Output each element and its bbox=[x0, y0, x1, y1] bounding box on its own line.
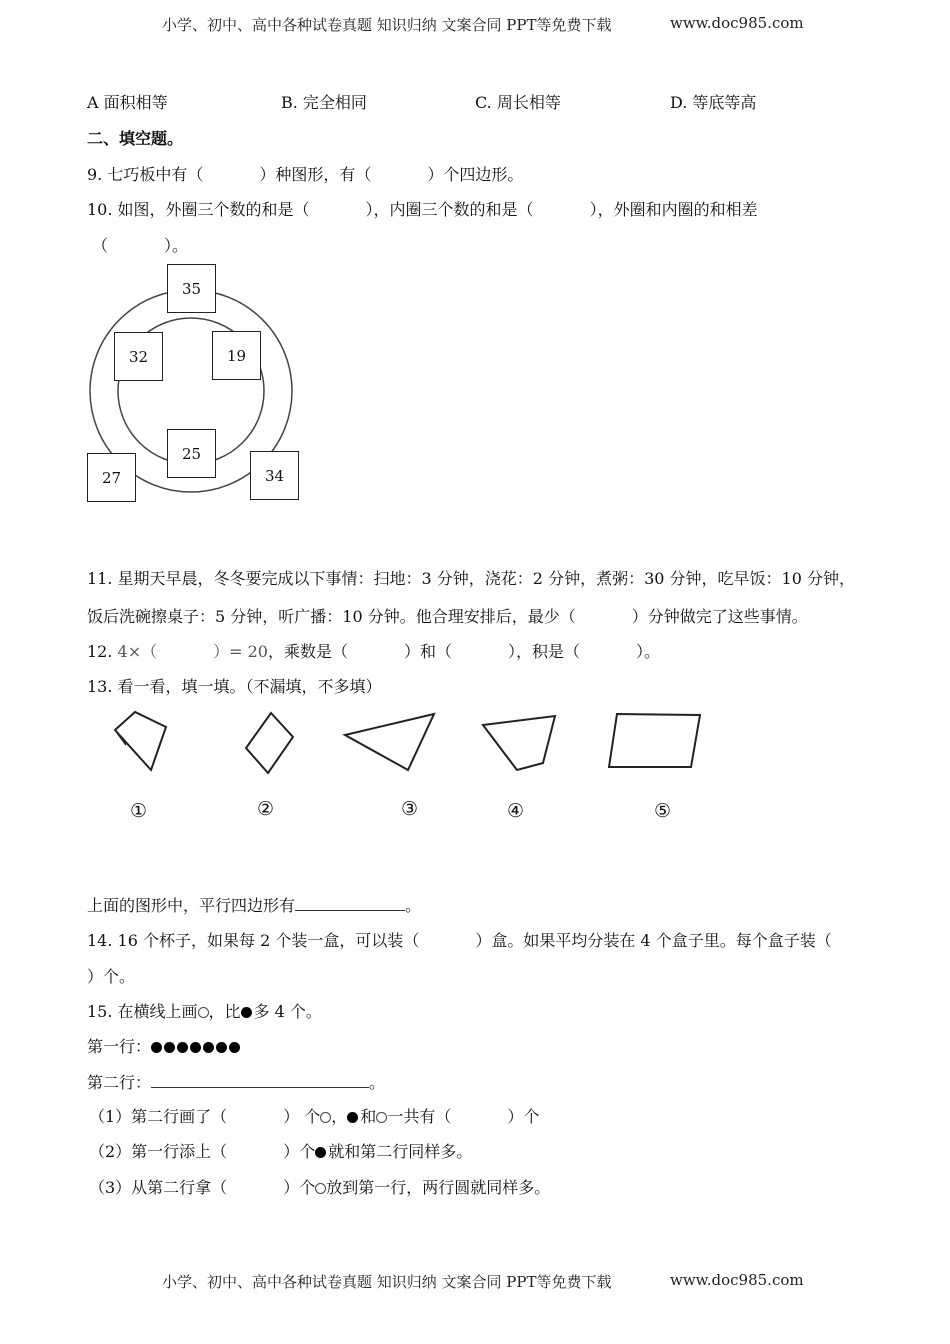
option-d: D. 等底等高 bbox=[670, 93, 757, 112]
s3-text-b: ）个 bbox=[283, 1178, 316, 1197]
solid-circle-icon bbox=[177, 1042, 188, 1053]
s2-text-a: （2）第一行添上（ bbox=[89, 1142, 228, 1161]
number-box-outer-left: 27 bbox=[87, 453, 136, 502]
q10-text-4: （ bbox=[92, 236, 109, 255]
q12-text-2: 4×（ bbox=[117, 642, 158, 661]
footer-left: 小学、初中、高中各种试卷真题 知识归纳 文案合同 PPT等免费下载 bbox=[162, 1273, 612, 1291]
question-12 bbox=[87, 639, 660, 662]
question-10-cont bbox=[92, 233, 188, 256]
shape-label-5: ⑤ bbox=[654, 800, 672, 822]
s2-text-b: ）个 bbox=[283, 1142, 316, 1161]
number-box-outer-right: 34 bbox=[250, 451, 299, 500]
s1-text-f: ）个 bbox=[507, 1107, 540, 1126]
s2-text-c: 就和第二行同样多。 bbox=[328, 1142, 473, 1161]
q12-text-5: ）和（ bbox=[404, 642, 453, 661]
hollow-circle-icon bbox=[315, 1183, 326, 1194]
section-title: 二、填空题。 bbox=[87, 129, 184, 148]
q10-text-1: 10. 如图，外圈三个数的和是（ bbox=[87, 200, 310, 219]
solid-circle-icon bbox=[229, 1042, 240, 1053]
shape-label-2: ② bbox=[257, 798, 275, 820]
shapes-figure bbox=[100, 705, 720, 785]
footer-url: www.doc985.com bbox=[670, 1271, 804, 1289]
q10-text-3: ），外圈和内圈的和相差 bbox=[589, 200, 758, 219]
question-15-sub2 bbox=[89, 1139, 472, 1162]
hollow-circle-icon bbox=[320, 1112, 331, 1123]
shape-4-trapezoid bbox=[483, 716, 555, 770]
q12-text-3: ）= 20 bbox=[213, 642, 268, 661]
question-10 bbox=[87, 197, 758, 220]
solid-circle-icon bbox=[216, 1042, 227, 1053]
q9-text-3: ）个四边形。 bbox=[427, 165, 524, 184]
q14-text-a: 14. 16 个杯子，如果每 2 个装一盒，可以装（ bbox=[87, 931, 420, 950]
q15-text-b: ，比 bbox=[208, 1002, 241, 1021]
q12-num: 12. bbox=[87, 642, 118, 661]
solid-circle-icon bbox=[315, 1147, 326, 1158]
question-9 bbox=[87, 162, 523, 185]
shape-2-parallelogram bbox=[246, 713, 293, 773]
solid-circle-icon bbox=[241, 1007, 252, 1018]
shape-3-triangle bbox=[345, 714, 434, 770]
header-left: 小学、初中、高中各种试卷真题 知识归纳 文案合同 PPT等免费下载 bbox=[162, 16, 612, 34]
s1-text-a: （1）第二行画了（ bbox=[89, 1107, 228, 1126]
row2-end: 。 bbox=[369, 1073, 386, 1092]
s3-text-a: （3）从第二行拿（ bbox=[89, 1178, 228, 1197]
q14-text-b: ）盒。如果平均分装在 4 个盒子里。每个盒子装（ bbox=[475, 931, 832, 950]
s3-text-c: 放到第一行，两行圆就同样多。 bbox=[326, 1178, 551, 1197]
shape-label-3: ③ bbox=[401, 798, 419, 820]
question-15-title bbox=[87, 999, 322, 1022]
q12-text-4: ，乘数是（ bbox=[267, 642, 348, 661]
s1-text-c: ， bbox=[331, 1107, 348, 1126]
shape-label-1: ① bbox=[130, 800, 148, 822]
q15-text-c: 多 4 个。 bbox=[253, 1002, 322, 1021]
q9-text-1: 9. 七巧板中有（ bbox=[87, 165, 204, 184]
question-14-line1 bbox=[87, 928, 832, 951]
number-box-inner-left: 32 bbox=[114, 332, 163, 381]
solid-circle-icon bbox=[151, 1042, 162, 1053]
solid-circle-icon bbox=[347, 1112, 358, 1123]
row1-dots bbox=[151, 1037, 242, 1056]
option-a: A 面积相等 bbox=[87, 93, 168, 112]
question-11-line2 bbox=[87, 604, 808, 627]
q12-text-6: ），积是（ bbox=[508, 642, 581, 661]
question-15-row1 bbox=[87, 1034, 242, 1057]
s1-text-e: 一共有（ bbox=[387, 1107, 452, 1126]
header-url: www.doc985.com bbox=[670, 14, 804, 32]
q13-answer-blank[interactable] bbox=[295, 896, 405, 911]
question-14-line2: ）个。 bbox=[87, 967, 136, 986]
number-box-top: 35 bbox=[167, 264, 216, 313]
q11-text-a: 饭后洗碗擦桌子：5 分钟，听广播：10 分钟。他合理安排后，最少（ bbox=[87, 607, 576, 626]
number-box-inner-right: 19 bbox=[212, 331, 261, 380]
number-box-inner-bottom: 25 bbox=[167, 429, 216, 478]
solid-circle-icon bbox=[203, 1042, 214, 1053]
hollow-circle-icon bbox=[376, 1112, 387, 1123]
q11-text-b: ）分钟做完了这些事情。 bbox=[631, 607, 808, 626]
s1-text-d: 和 bbox=[360, 1107, 377, 1126]
question-13-title: 13. 看一看，填一填。（不漏填，不多填） bbox=[87, 677, 382, 696]
question-15-row2 bbox=[87, 1070, 385, 1093]
shape-label-4: ④ bbox=[507, 800, 525, 822]
row2-blank[interactable] bbox=[151, 1073, 369, 1088]
q15-text-a: 15. 在横线上画 bbox=[87, 1002, 198, 1021]
q13-answer-end: 。 bbox=[405, 896, 422, 915]
solid-circle-icon bbox=[190, 1042, 201, 1053]
solid-circle-icon bbox=[164, 1042, 175, 1053]
question-11-line1: 11. 星期天早晨，冬冬要完成以下事情：扫地：3 分钟，浇花：2 分钟，煮粥：30 分钟，吃早饭：10 分钟， bbox=[87, 569, 855, 588]
q13-answer-text: 上面的图形中，平行四边形有 bbox=[87, 896, 296, 915]
row1-label: 第一行： bbox=[87, 1037, 152, 1056]
shape-5-parallelogram bbox=[609, 714, 700, 767]
s1-text-b: ） 个 bbox=[283, 1107, 321, 1126]
option-b: B. 完全相同 bbox=[281, 93, 367, 112]
q9-text-2: ）种图形，有（ bbox=[259, 165, 372, 184]
q10-text-5: ）。 bbox=[164, 236, 189, 255]
hollow-circle-icon bbox=[198, 1007, 209, 1018]
row2-label: 第二行： bbox=[87, 1073, 152, 1092]
option-c: C. 周长相等 bbox=[475, 93, 561, 112]
question-13-answer bbox=[87, 893, 421, 916]
question-15-sub1 bbox=[89, 1104, 539, 1127]
q10-text-2: ），内圈三个数的和是（ bbox=[365, 200, 534, 219]
question-15-sub3 bbox=[89, 1175, 550, 1198]
q12-text-7: ）。 bbox=[636, 642, 661, 661]
